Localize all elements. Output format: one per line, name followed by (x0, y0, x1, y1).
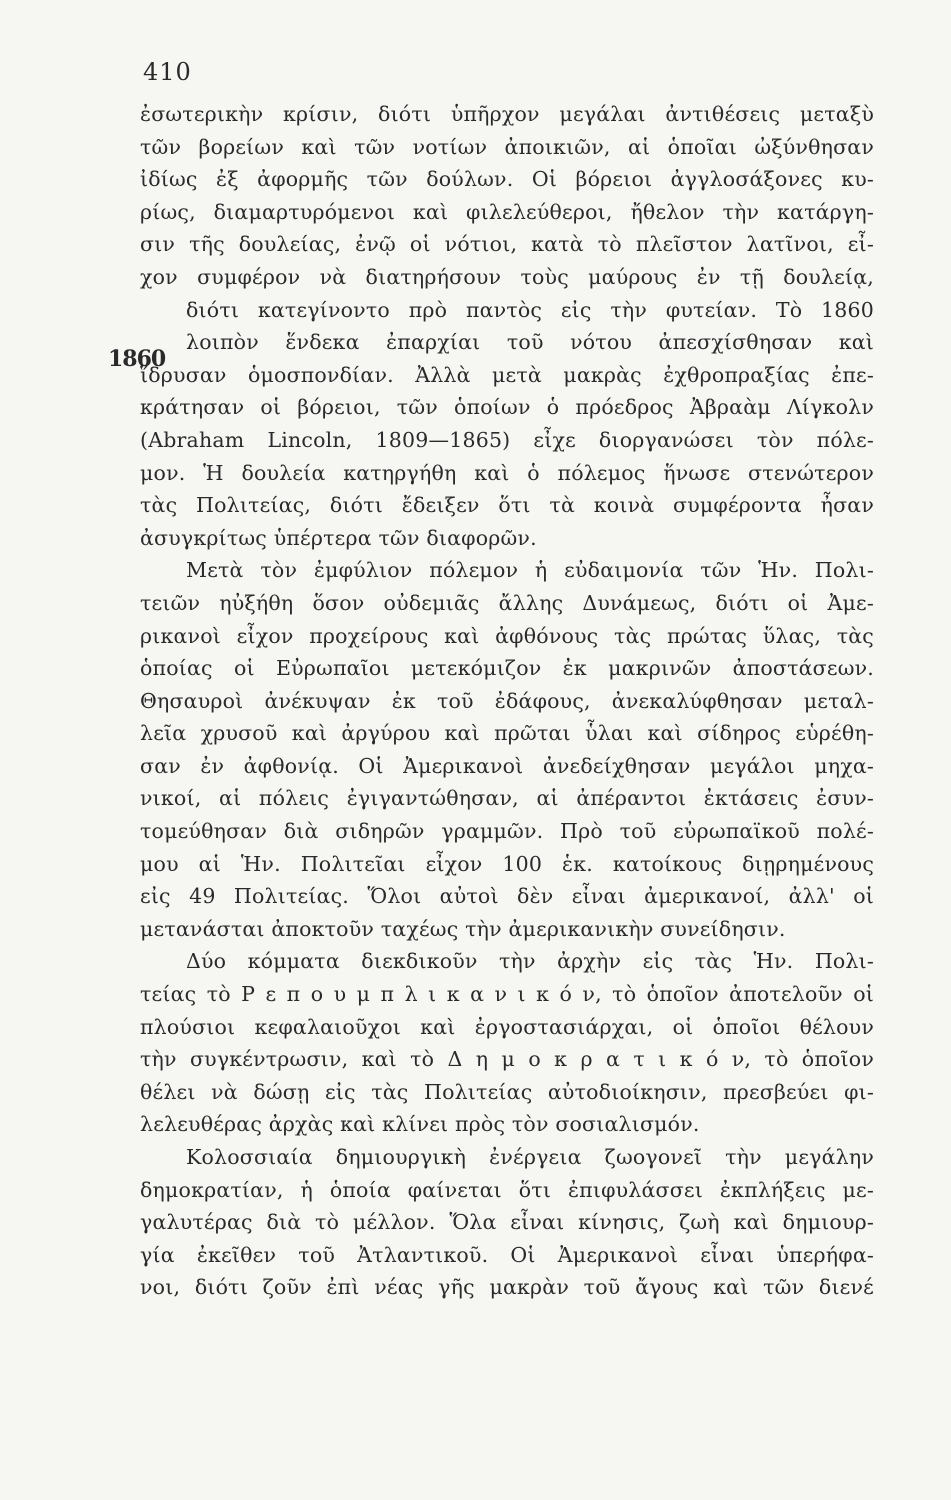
page-number: 410 (143, 58, 192, 86)
text-line: ρίως, διαμαρτυρόμενοι καὶ φιλελεύθεροι, ἤθελον τὴν κατάργη- (140, 199, 874, 224)
text-line: τῶν βορείων καὶ τῶν νοτίων ἀποικιῶν, αἱ ὁποῖαι ὠξύνθησαν (140, 134, 874, 159)
text-line: τὰς Πολιτείας, διότι ἔδειξεν ὅτι τὰ κοινὰ συμφέροντα ἦσαν (140, 493, 874, 518)
text-line: τὴν συγκέντρωσιν, καὶ τὸ Δ η μ ο κ ρ α τ ι κ ό ν, τὸ ὁποῖον (140, 1047, 874, 1072)
text-line: τομεύθησαν διὰ σιδηρῶν γραμμῶν. Πρὸ τοῦ εὐρωπαϊκοῦ πολέ- (140, 819, 874, 844)
body-text (140, 98, 874, 1304)
text-line: θέλει νὰ δώσῃ εἰς τὰς Πολιτείας αὐτοδιοίκησιν, πρεσβεύει φι- (140, 1079, 874, 1104)
text-line: εἰς 49 Πολιτείας. Ὅλοι αὐτοὶ δὲν εἶναι ἀμερικανοί, ἀλλ' οἱ (140, 884, 874, 909)
text-line: Θησαυροὶ ἀνέκυψαν ἐκ τοῦ ἐδάφους, ἀνεκαλύφθησαν μεταλ- (140, 688, 874, 713)
text-line: (Abraham Lincoln, 1809—1865) εἶχε διοργανώσει τὸν πόλε- (140, 427, 874, 452)
text-line: ἀσυγκρίτως ὑπέρτερα τῶν διαφορῶν. (140, 525, 537, 550)
text-line: μετανάσται ἀποκτοῦν ταχέως τὴν ἀμερικανικὴν συνείδησιν. (140, 916, 786, 941)
text-line: δημοκρατίαν, ἡ ὁποία φαίνεται ὅτι ἐπιφυλάσσει ἐκπλήξεις με- (140, 1177, 874, 1202)
text-line: ἰδίως ἐξ ἀφορμῆς τῶν δούλων. Οἱ βόρειοι ἀγγλοσάξονες κυ- (140, 167, 874, 192)
text-line: ρικανοὶ εἶχον προχείρους καὶ ἀφθόνους τὰς πρώτας ὕλας, τὰς (140, 623, 874, 648)
text-line: διότι κατεγίνοντο πρὸ παντὸς εἰς τὴν φυτείαν. Τὸ 1860 (186, 297, 874, 322)
text-line: κράτησαν οἱ βόρειοι, τῶν ὁποίων ὁ πρόεδρος Ἀβραὰμ Λίγκολν (140, 395, 874, 420)
text-line: πλούσιοι κεφαλαιοῦχοι καὶ ἐργοστασιάρχαι, οἱ ὁποῖοι θέλουν (140, 1014, 874, 1039)
text-line: Μετὰ τὸν ἐμφύλιον πόλεμον ἡ εὐδαιμονία τῶν Ἡν. Πολι- (186, 558, 874, 583)
text-line: νοι, διότι ζοῦν ἐπὶ νέας γῆς μακρὰν τοῦ ἄγους καὶ τῶν διενέ (140, 1275, 874, 1300)
text-line: χον συμφέρον νὰ διατηρήσουν τοὺς μαύρους ἐν τῇ δουλείᾳ, (140, 264, 874, 289)
text-line: τειῶν ηὐξήθη ὅσον οὐδεμιᾶς ἄλλης Δυνάμεως, διότι οἱ Ἀμε- (140, 590, 874, 615)
text-line: νικοί, αἱ πόλεις ἐγιγαντώθησαν, αἱ ἀπέραντοι ἐκτάσεις ἐσυν- (140, 786, 874, 811)
text-line: σαν ἐν ἀφθονίᾳ. Οἱ Ἀμερικανοὶ ἀνεδείχθησαν μεγάλοι μηχα- (140, 753, 874, 778)
text-line: Κολοσσιαία δημιουργικὴ ἐνέργεια ζωογονεῖ τὴν μεγάλην (186, 1145, 874, 1169)
margin-year-note: 1860 (108, 346, 166, 372)
text-line: λελευθέρας ἀρχὰς καὶ κλίνει πρὸς τὸν σοσιαλισμόν. (140, 1112, 700, 1137)
text-line: γία ἐκεῖθεν τοῦ Ἀτλαντικοῦ. Οἱ Ἀμερικανοὶ εἶναι ὑπερήφα- (140, 1242, 874, 1267)
text-line: τείας τὸ Ρ ε π ο υ μ π λ ι κ α ν ι κ ό ν, τὸ ὁποῖον ἀποτελοῦν οἱ (140, 982, 874, 1007)
text-line: λοιπὸν ἕνδεκα ἐπαρχίαι τοῦ νότου ἀπεσχίσθησαν καὶ (186, 330, 874, 355)
text-line: μον. Ἡ δουλεία κατηργήθη καὶ ὁ πόλεμος ἥνωσε στενώτερον (140, 460, 874, 485)
text-line: μου αἱ Ἡν. Πολιτεῖαι εἶχον 100 ἑκ. κατοίκους διῃρημένους (140, 851, 874, 876)
text-line: λεῖα χρυσοῦ καὶ ἀργύρου καὶ πρῶται ὗλαι καὶ σίδηρος εὑρέθη- (140, 721, 874, 746)
text-line: σιν τῆς δουλείας, ἐνῷ οἱ νότιοι, κατὰ τὸ πλεῖστον λατῖνοι, εἶ- (140, 232, 874, 257)
text-line: Δύο κόμματα διεκδικοῦν τὴν ἀρχὴν εἰς τὰς Ἡν. Πολι- (186, 949, 874, 974)
text-line: ὁποίας οἱ Εὐρωπαῖοι μετεκόμιζον ἐκ μακρινῶν ἀποστάσεων. (140, 656, 874, 681)
text-line: ἐσωτερικὴν κρίσιν, διότι ὑπῆρχον μεγάλαι ἀντιθέσεις μεταξὺ (140, 102, 874, 126)
text-line: ἵδρυσαν ὁμοσπονδίαν. Ἀλλὰ μετὰ μακρὰς ἐχθροπραξίας ἐπε- (140, 362, 874, 387)
text-line: γαλυτέρας διὰ τὸ μέλλον. Ὅλα εἶναι κίνησις, ζωὴ καὶ δημιουρ- (140, 1210, 874, 1235)
